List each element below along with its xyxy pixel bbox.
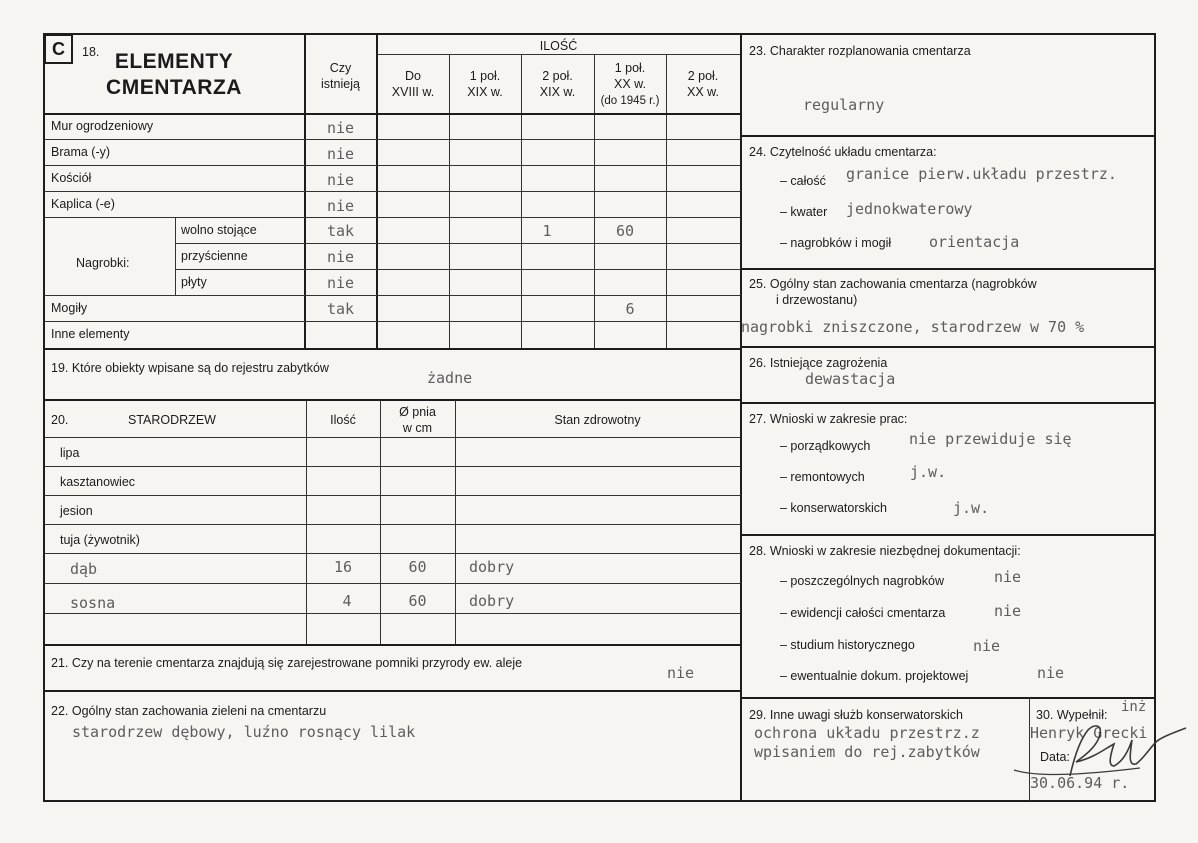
row-label-other: Inne elementy [51, 327, 130, 341]
section-21-value: nie [667, 664, 695, 682]
period-header-l3: (do 1945 r.) [600, 95, 660, 107]
quantity-value: 1 [542, 222, 552, 240]
tree-name: lipa [60, 446, 80, 460]
section-22-value: starodrzew dębowy, luźno rosnący lilak [72, 723, 416, 741]
row-label-church: Kościół [51, 171, 92, 185]
card-letter: C [44, 34, 73, 64]
row-label-wall-mounted: przyścienne [181, 249, 248, 263]
tree-health-header: Stan zdrowotny [554, 413, 641, 427]
exists-value: tak [326, 222, 355, 240]
docs-tombs-label: – poszczególnych nagrobków [780, 574, 944, 588]
docs-history-value: nie [973, 637, 1001, 655]
docs-records-label: – ewidencji całości cmentarza [780, 606, 946, 620]
legibility-quarters-value: jednokwaterowy [846, 200, 973, 218]
section-19-label: 19. Które obiekty wpisane są do rejestru zabytków [51, 361, 329, 375]
row-label-chapel: Kaplica (-e) [51, 197, 115, 211]
docs-design-value: nie [1037, 664, 1065, 682]
section-20-number: 20. [51, 413, 69, 427]
tree-health-value: dobry [469, 558, 515, 576]
row-label-slabs: płyty [181, 275, 207, 289]
tree-name: kasztanowiec [60, 475, 136, 489]
section-29-value-line1: ochrona układu przestrz.z [754, 724, 980, 742]
section-26-value: dewastacja [805, 370, 896, 388]
section-29-value-line2: wpisaniem do rej.zabytków [754, 743, 980, 761]
tree-count-value: 4 [342, 592, 352, 610]
tree-diameter-header-l2: w cm [402, 421, 433, 435]
quantity-header: ILOŚĆ [539, 39, 578, 53]
works-conservation-label: – konserwatorskich [780, 501, 887, 515]
period-header-l2: XX w. [614, 77, 646, 91]
works-conservation-value: j.w. [953, 499, 990, 517]
tree-health-value: dobry [469, 592, 515, 610]
docs-tombs-value: nie [994, 568, 1022, 586]
legibility-quarters-label: – kwater [780, 205, 828, 219]
exists-value: nie [326, 197, 355, 215]
period-header-l1: 1 poł. [469, 69, 501, 83]
exists-value: nie [326, 248, 355, 266]
period-header-l1: 2 poł. [687, 69, 719, 83]
legibility-whole-label: – całość [780, 174, 826, 188]
tree-count-value: 16 [333, 558, 353, 576]
section-25-label-line1: 25. Ogólny stan zachowania cmentarza (nagrobków [749, 277, 1037, 291]
section-22-label: 22. Ogólny stan zachowania zieleni na cmentarzu [51, 704, 327, 718]
works-repair-label: – remontowych [780, 470, 865, 484]
section-25-value: nagrobki zniszczone, starodrzew w 70 % [741, 318, 1085, 336]
tree-name: jesion [60, 504, 93, 518]
period-header-l2: XX w. [687, 85, 719, 99]
signature [1010, 718, 1196, 790]
legibility-tombs-label: – nagrobków i mogił [780, 236, 892, 250]
tree-count-header: Ilość [330, 413, 356, 427]
tree-name: tuja (żywotnik) [60, 533, 140, 547]
date-label: Data: [1040, 750, 1070, 764]
section-20-title: STARODRZEW [128, 413, 216, 427]
section-number: 18. [82, 45, 100, 59]
works-cleanup-label: – porządkowych [780, 439, 871, 453]
section-26-label: 26. Istniejące zagrożenia [749, 356, 888, 370]
quantity-value: 60 [615, 222, 635, 240]
section-29-label: 29. Inne uwagi służb konserwatorskich [749, 708, 964, 722]
section-28-label: 28. Wnioski w zakresie niezbędnej dokumentacji: [749, 544, 1021, 558]
works-repair-value: j.w. [910, 463, 947, 481]
period-header-l2: XIX w. [467, 85, 503, 99]
section-19-value: żadne [427, 369, 473, 387]
docs-design-label: – ewentualnie dokum. projektowej [780, 669, 969, 683]
period-header-l2: XVIII w. [391, 85, 435, 99]
exists-value: nie [326, 119, 355, 137]
tree-diameter-header-l1: Ø pnia [399, 405, 436, 419]
docs-history-label: – studium historycznego [780, 638, 915, 652]
section-23-label: 23. Charakter rozplanowania cmentarza [749, 44, 971, 58]
row-label-graves: Mogiły [51, 301, 88, 315]
period-header-l2: XIX w. [539, 85, 576, 99]
exists-header-line2: istnieją [321, 77, 360, 91]
docs-records-value: nie [994, 602, 1022, 620]
filler-name: Henryk Grecki [1030, 724, 1148, 742]
section-30-label: 30. Wypełnił: [1036, 708, 1108, 722]
legibility-tombs-value: orientacja [929, 233, 1020, 251]
tree-diameter-value: 60 [408, 592, 427, 610]
exists-value: nie [326, 145, 355, 163]
tree-name: dąb [70, 560, 98, 578]
legibility-whole-value: granice pierw.układu przestrz. [846, 165, 1117, 183]
exists-value: nie [326, 171, 355, 189]
section-25-label-line2: i drzewostanu) [776, 293, 858, 307]
period-header-l1: 2 poł. [542, 69, 573, 83]
quantity-value: 6 [625, 300, 635, 318]
section-27-label: 27. Wnioski w zakresie prac: [749, 412, 908, 426]
row-label-gate: Brama (-y) [51, 145, 111, 159]
works-cleanup-value: nie przewiduje się [909, 430, 1072, 448]
section-23-value: regularny [803, 96, 885, 114]
filler-title: inż [1121, 699, 1147, 715]
exists-header-line1: Czy [329, 61, 352, 75]
exists-value: nie [326, 274, 355, 292]
date-value: 30.06.94 r. [1030, 774, 1130, 792]
section-24-label: 24. Czytelność układu cmentarza: [749, 145, 937, 159]
section-title-line2: CMENTARZA [106, 76, 242, 99]
period-header-l1: Do [405, 69, 421, 83]
exists-value: tak [326, 300, 355, 318]
row-label-wall: Mur ogrodzeniowy [51, 119, 154, 133]
tree-diameter-value: 60 [408, 558, 427, 576]
section-21-label: 21. Czy na terenie cmentarza znajdują się zarejestrowane pomniki przyrody ew. aleje [51, 656, 523, 670]
row-label-tombstones: Nagrobki: [76, 256, 130, 270]
tree-name: sosna [70, 594, 116, 612]
period-header-l1: 1 poł. [614, 61, 646, 75]
section-title-line1: ELEMENTY [114, 50, 234, 73]
row-label-freestanding: wolno stojące [181, 223, 257, 237]
